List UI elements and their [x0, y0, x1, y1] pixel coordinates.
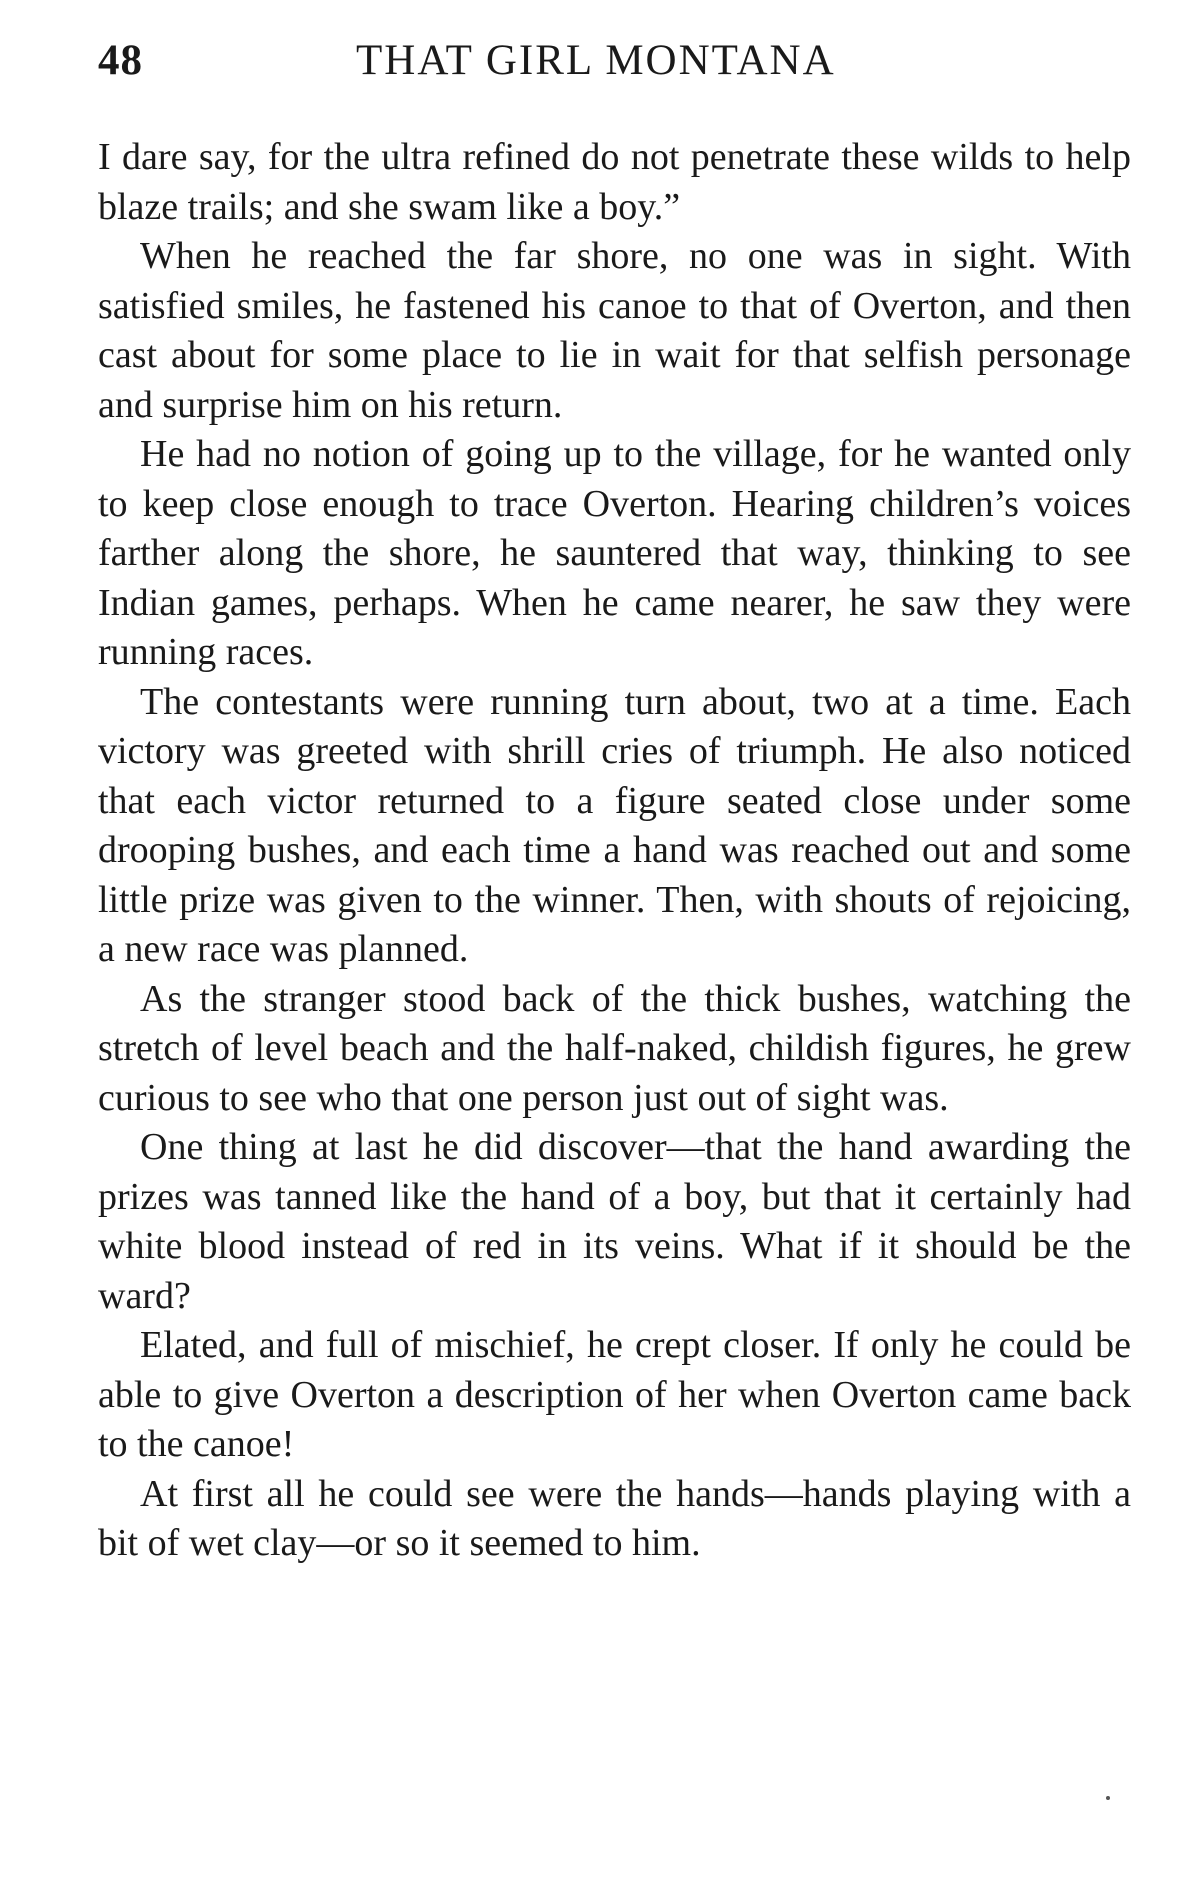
paragraph: One thing at last he did discover—that the hand awarding the prizes was tanned like the hand of a boy, but that it certainly had white blood instead of red in its veins. What if it should be the ward?	[98, 1126, 1131, 1317]
body-text	[98, 133, 1131, 1569]
paragraph: As the stranger stood back of the thick bushes, watching the stretch of level beach and the half-naked, childish figures, he grew curious to see who that one person just out of sight was.	[98, 977, 1131, 1119]
page-number: 48	[98, 37, 143, 84]
paragraph: When he reached the far shore, no one was in sight. With satisfied smiles, he fastened his canoe to that of Overton, and then cast about for some place to lie in wait for that selfish personage and surprise him on his return.	[98, 235, 1131, 426]
paragraph: At first all he could see were the hands—hands playing with a bit of wet clay—or so it seemed to him.	[98, 1472, 1131, 1564]
paragraph: The contestants were running turn about, two at a time. Each victory was greeted with shrill cries of triumph. He also noticed that each victor returned to a figure seated close under some drooping bushes, and each time a hand was reached out and some little prize was given to the winner. Then, with shouts of rejoicing, a new race was planned.	[98, 680, 1131, 970]
paragraph: He had no notion of going up to the village, for he wanted only to keep close enough to trace Overton. Hearing children’s voices farther along the shore, he sauntered that way, thinking to see Indian games, perhaps. When he came nearer, he saw they were running races.	[98, 433, 1131, 673]
page-header	[98, 30, 1131, 90]
paragraph: Elated, and full of mischief, he crept closer. If only he could be able to give Overton a description of her when Overton came back to the canoe!	[98, 1324, 1131, 1465]
print-speck	[1106, 1796, 1110, 1800]
running-title: THAT GIRL MONTANA	[356, 37, 836, 84]
paragraph: I dare say, for the ultra refined do not penetrate these wilds to help blaze trails; and she swam like a boy.”	[98, 136, 1131, 228]
